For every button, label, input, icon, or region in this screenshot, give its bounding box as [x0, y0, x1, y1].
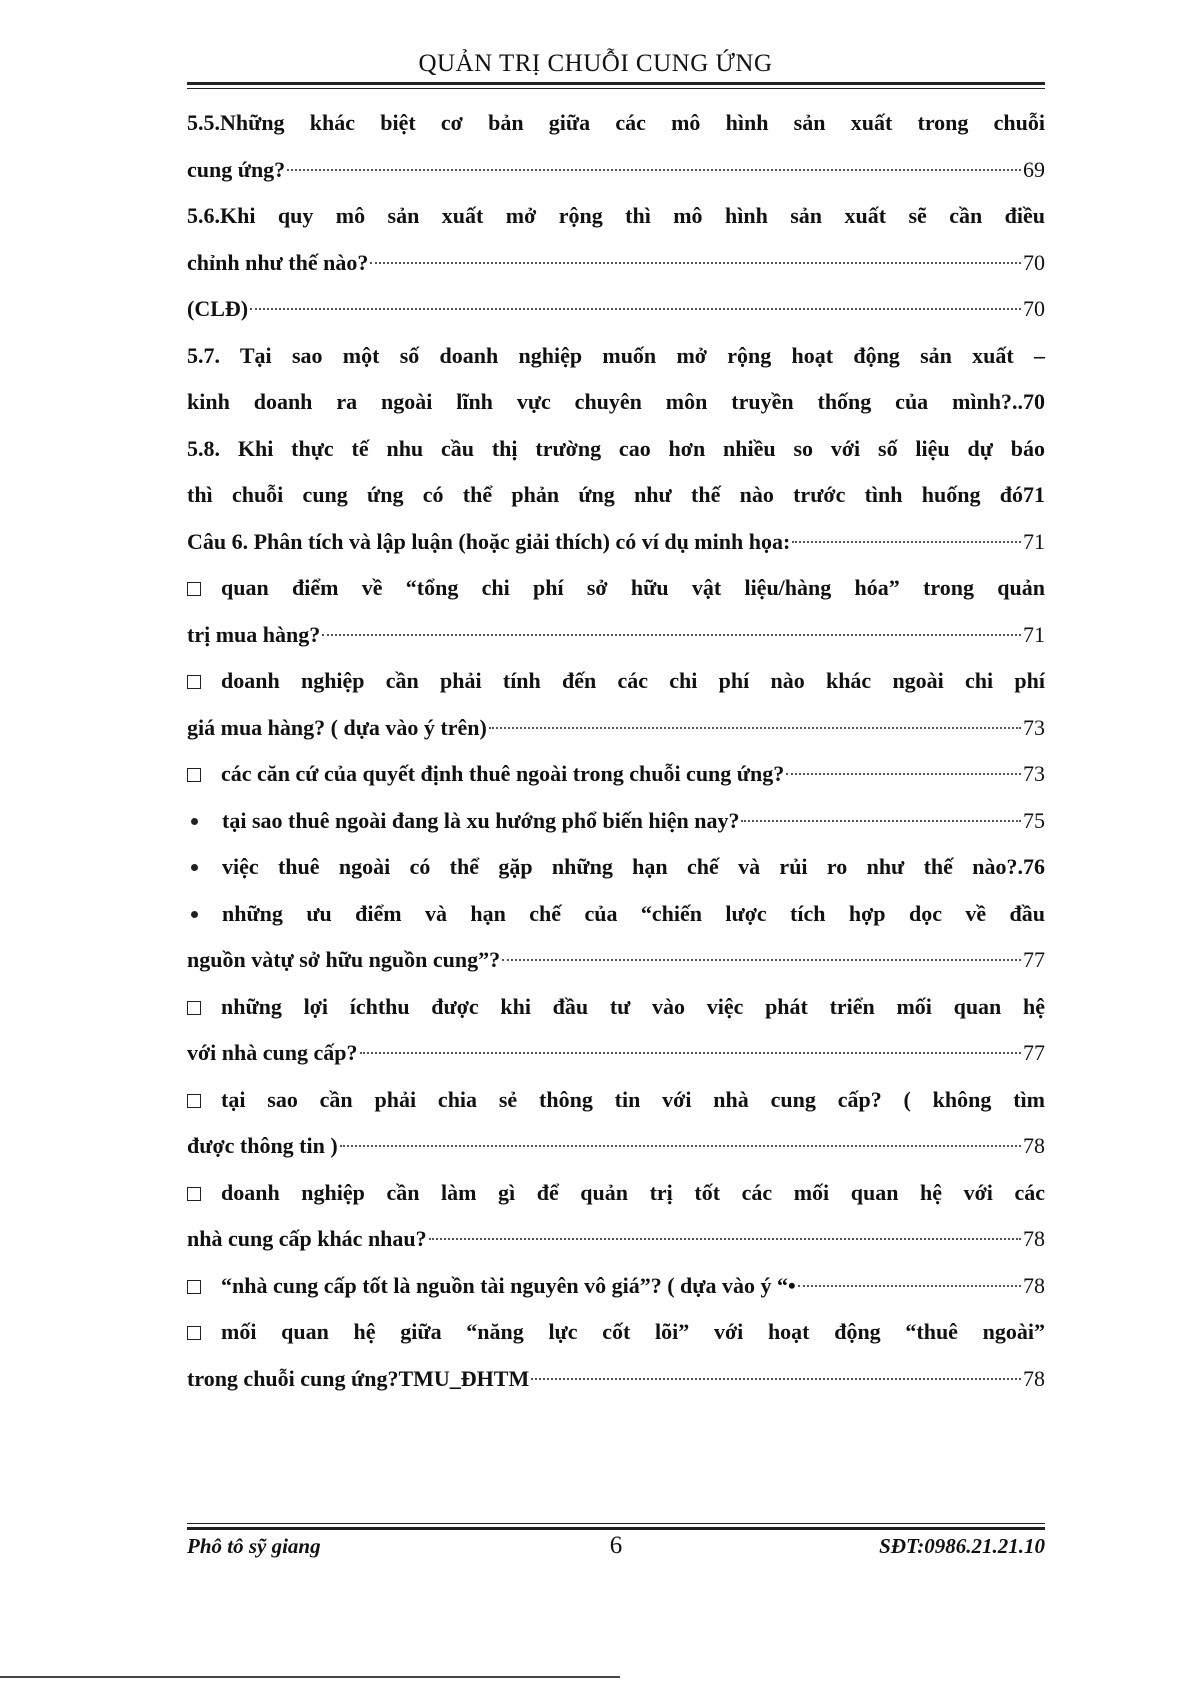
toc-page-number: 75	[1023, 807, 1045, 833]
toc-entry[interactable]	[187, 1356, 1045, 1403]
toc-text: 5.5.Những khác biệt cơ bản giữa các mô hình sản xuất trong chuỗi	[187, 110, 1045, 135]
toc-text: việc thuê ngoài có thể gặp những hạn chế và rủi ro như thế nào?.76	[222, 854, 1045, 879]
bullet-icon	[191, 911, 198, 918]
toc-line	[187, 333, 1045, 380]
page-header-title: QUẢN TRỊ CHUỖI CUNG ỨNG	[418, 50, 773, 77]
dot-leader	[792, 521, 1021, 543]
toc-entry[interactable]	[187, 612, 1045, 659]
toc-page-number: 71	[1023, 528, 1045, 554]
toc-entry[interactable]	[187, 1263, 1045, 1310]
toc-line	[187, 193, 1045, 240]
toc-text: những lợi íchthu được khi đầu tư vào việc phát triển mối quan hệ	[221, 993, 1045, 1019]
toc-entry[interactable]	[187, 1030, 1045, 1077]
toc-line	[187, 565, 1045, 612]
toc-page-number: 77	[1023, 947, 1045, 972]
toc-text: tại sao cần phải chia sẻ thông tin với nhà cung cấp? ( không tìm	[221, 1086, 1045, 1112]
dot-leader	[741, 800, 1021, 822]
bullet-icon	[191, 818, 198, 825]
toc-text: Câu 6. Phân tích và lập luận (hoặc giải thích) có ví dụ minh họa:	[187, 528, 791, 554]
checkbox-square-icon	[187, 1280, 201, 1294]
toc-text: những ưu điểm và hạn chế của “chiến lược tích hợp dọc về đầu	[222, 900, 1045, 926]
toc-entry[interactable]	[187, 286, 1045, 333]
bullet-icon	[191, 864, 198, 871]
page-number: 6	[609, 1532, 623, 1559]
toc-text: được thông tin )	[187, 1133, 338, 1158]
toc-text: 5.7. Tại sao một số doanh nghiệp muốn mở rộng hoạt động sản xuất –	[187, 342, 1045, 368]
toc-line	[187, 426, 1045, 473]
toc-text: các căn cứ của quyết định thuê ngoài trong chuỗi cung ứng?	[221, 761, 785, 786]
footer-rule-thick	[187, 1527, 1045, 1530]
toc-entry[interactable]	[187, 705, 1045, 752]
toc-text: trị mua hàng?	[187, 621, 321, 647]
toc-text: nhà cung cấp khác nhau?	[187, 1226, 427, 1251]
toc-page-number: 70	[1023, 296, 1045, 321]
toc-line	[187, 100, 1045, 147]
toc-entry[interactable]	[187, 1216, 1045, 1263]
toc-text: thì chuỗi cung ứng có thể phản ứng như thế nào trước tình huống đó71	[187, 482, 1045, 507]
toc-text: (CLĐ)	[187, 296, 249, 321]
toc-page-number: 78	[1023, 1133, 1045, 1158]
toc-entry[interactable]	[187, 240, 1045, 287]
dot-leader	[322, 614, 1021, 636]
dot-leader	[360, 1032, 1022, 1054]
toc-page-number: 77	[1023, 1040, 1045, 1065]
header-rule-thin	[187, 88, 1045, 89]
toc-page-number: 78	[1023, 1226, 1045, 1251]
checkbox-square-icon	[187, 675, 201, 689]
toc-text: chỉnh như thế nào?	[187, 249, 369, 275]
toc-text: doanh nghiệp cần phải tính đến các chi phí nào khác ngoài chi phí	[221, 668, 1045, 693]
footer-shop-name: Phô tô sỹ giang	[187, 1534, 321, 1558]
toc-line	[187, 658, 1045, 705]
toc-text: 5.8. Khi thực tế nhu cầu thị trường cao hơn nhiều so với số liệu dự báo	[187, 435, 1045, 461]
checkbox-square-icon	[187, 1187, 201, 1201]
toc-entry[interactable]	[187, 147, 1045, 194]
toc-entry[interactable]	[187, 751, 1045, 798]
toc-text: tại sao thuê ngoài đang là xu hướng phổ biến hiện nay?	[222, 807, 740, 833]
toc-line	[187, 1077, 1045, 1124]
footer-rule-thin	[187, 1523, 1045, 1524]
toc-entry[interactable]	[187, 798, 1045, 845]
toc-page-number: 78	[1023, 1365, 1045, 1391]
checkbox-square-icon	[187, 582, 201, 596]
toc-text: cung ứng?	[187, 156, 286, 182]
table-of-contents	[187, 100, 1045, 1402]
dot-leader	[429, 1218, 1021, 1240]
checkbox-square-icon	[187, 1094, 201, 1108]
toc-text: doanh nghiệp cần làm gì để quản trị tốt các mối quan hệ với các	[221, 1179, 1045, 1205]
toc-text: mối quan hệ giữa “năng lực cốt lõi” với hoạt động “thuê ngoài”	[221, 1319, 1045, 1344]
checkbox-square-icon	[187, 768, 201, 782]
toc-text: 5.6.Khi quy mô sản xuất mở rộng thì mô hình sản xuất sẽ cần điều	[187, 203, 1045, 228]
dot-leader	[370, 242, 1021, 264]
toc-text: quan điểm về “tổng chi phí sở hữu vật liệu/hàng hóa” trong quản	[221, 575, 1045, 600]
toc-entry[interactable]	[187, 844, 1045, 891]
toc-text: với nhà cung cấp?	[187, 1040, 358, 1065]
dot-leader	[489, 707, 1021, 729]
checkbox-square-icon	[187, 1326, 201, 1340]
toc-page-number: 71	[1023, 621, 1045, 647]
toc-text: kinh doanh ra ngoài lĩnh vực chuyên môn truyền thống của mình?..70	[187, 389, 1045, 414]
dot-leader	[340, 1125, 1021, 1147]
dot-leader	[250, 288, 1021, 310]
checkbox-square-icon	[187, 1001, 201, 1015]
toc-line	[187, 1170, 1045, 1217]
footer-phone: SĐT:0986.21.21.10	[879, 1534, 1045, 1558]
toc-page-number: 70	[1023, 249, 1045, 275]
toc-text: trong chuỗi cung ứng?TMU_ĐHTM	[187, 1365, 530, 1391]
toc-page-number: 73	[1023, 714, 1045, 740]
toc-page-number: 69	[1023, 156, 1045, 182]
dot-leader	[786, 753, 1021, 775]
toc-entry[interactable]	[187, 519, 1045, 566]
toc-text: nguồn vàtự sở hữu nguồn cung”?	[187, 947, 501, 972]
scan-edge-line	[0, 1676, 620, 1678]
toc-line	[187, 891, 1045, 938]
dot-leader	[531, 1358, 1021, 1380]
toc-text: “nhà cung cấp tốt là nguồn tài nguyên vô giá”? ( dựa vào ý “•	[221, 1272, 796, 1298]
toc-text: giá mua hàng? ( dựa vào ý trên)	[187, 714, 487, 740]
toc-entry[interactable]	[187, 937, 1045, 984]
toc-page-number: 73	[1023, 761, 1045, 786]
toc-line	[187, 984, 1045, 1031]
dot-leader	[798, 1265, 1021, 1287]
toc-page-number: 78	[1023, 1272, 1045, 1298]
toc-line	[187, 1309, 1045, 1356]
dot-leader	[502, 939, 1021, 961]
dot-leader	[287, 149, 1021, 171]
toc-entry[interactable]	[187, 472, 1045, 519]
toc-entry[interactable]	[187, 379, 1045, 426]
toc-entry[interactable]	[187, 1123, 1045, 1170]
header-rule-thick	[187, 82, 1045, 85]
